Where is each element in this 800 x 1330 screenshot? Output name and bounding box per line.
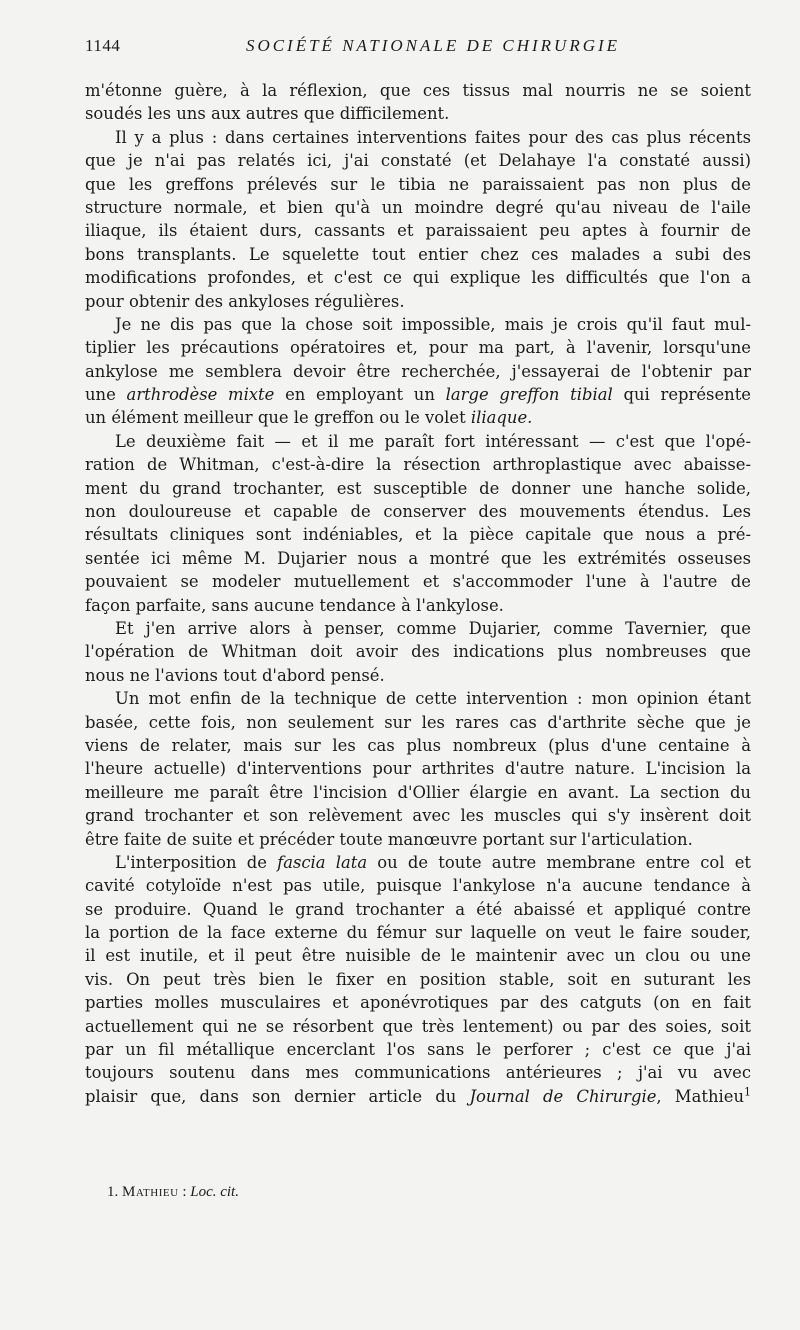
running-title: SOCIÉTÉ NATIONALE DE CHIRURGIE xyxy=(245,36,621,55)
page-number: 1144 xyxy=(85,36,121,55)
text-line: l'heure actuelle) d'interventions pour arthrites d'autre nature. L'incision la xyxy=(85,759,751,779)
text-span: un élément meilleur que le greffon ou le volet xyxy=(85,408,471,428)
text-line: ration de Whitman, c'est-à-dire la résection arthroplastique avec abaisse- xyxy=(85,455,751,475)
text-line: actuellement qui ne se résorbent que très lentement) ou par des soies, soit xyxy=(85,1016,751,1036)
text-line: Il y a plus : dans certaines interventions faites pour des cas plus récents xyxy=(115,127,751,147)
text-span: plaisir que, dans son dernier article du xyxy=(85,1086,470,1106)
text-line: iliaque, ils étaient durs, cassants et paraissaient peu aptes à fournir de xyxy=(85,221,751,241)
text-line: parties molles musculaires et aponévrotiques par des catguts (on en fait xyxy=(85,993,751,1013)
text-line: nous ne l'avions tout d'abord pensé. xyxy=(85,665,385,685)
text-line: viens de relater, mais sur les cas plus nombreux (plus d'une centaine à xyxy=(85,735,751,755)
text-line xyxy=(85,406,751,429)
text-line: structure normale, et bien qu'à un moindre degré qu'au niveau de l'aile xyxy=(85,197,751,217)
text-line: cavité cotyloïde n'est pas utile, puisque l'ankylose n'a aucune tendance à xyxy=(85,876,751,896)
text-line: sentée ici même M. Dujarier nous a montré que les extrémités osseuses xyxy=(85,548,751,568)
page-header xyxy=(85,36,751,60)
footnote-reference: Loc. cit. xyxy=(190,1184,239,1200)
footnote-author: Mathieu xyxy=(122,1184,179,1200)
text-line: m'étonne guère, à la réflexion, que ces tissus mal nourris ne se soient xyxy=(85,81,751,100)
text-span: , Mathieu xyxy=(656,1086,745,1106)
text-line: bons transplants. Le squelette tout entier chez ces malades a subi des xyxy=(85,244,751,264)
text-span: en employant un xyxy=(274,385,446,405)
text-line: que les greffons prélevés sur le tibia ne paraissaient pas non plus de xyxy=(85,174,751,194)
text-span: ou de toute autre membrane entre col et xyxy=(367,852,751,872)
text-line: meilleure me paraît être l'incision d'Ollier élargie en avant. La section du xyxy=(85,782,751,802)
text-line: basée, cette fois, non seulement sur les rares cas d'arthrite sèche que je xyxy=(85,712,751,732)
text-line: résultats cliniques sont indéniables, et la pièce capitale que nous a pré- xyxy=(85,525,751,545)
text-line xyxy=(85,383,751,406)
footnote xyxy=(107,1184,239,1201)
text-line xyxy=(85,851,751,874)
text-line: se produire. Quand le grand trochanter a été abaissé et appliqué contre xyxy=(85,899,751,919)
italic-term: iliaque. xyxy=(470,408,533,428)
text-line: l'opération de Whitman doit avoir des indications plus nombreuses que xyxy=(85,642,751,662)
text-span: qui représente xyxy=(612,385,751,405)
footnote-marker: 1 xyxy=(744,1085,752,1099)
footnote-separator: : xyxy=(182,1184,187,1200)
text-line: que je n'ai pas relatés ici, j'ai constaté (et Delahaye l'a constaté aussi) xyxy=(85,151,751,171)
text-line: il est inutile, et il peut être nuisible de le maintenir avec un clou ou une xyxy=(85,946,751,966)
text-line: tiplier les précautions opératoires et, pour ma part, à l'avenir, lorsqu'une xyxy=(85,338,751,358)
text-line: être faite de suite et précéder toute manœuvre portant sur l'articulation. xyxy=(85,829,693,849)
text-span: L'interposition de xyxy=(115,852,278,872)
text-line: façon parfaite, sans aucune tendance à l'ankylose. xyxy=(85,595,504,615)
text-line: toujours soutenu dans mes communications antérieures ; j'ai vu avec xyxy=(85,1063,751,1083)
text-line: soudés les uns aux autres que difficilement. xyxy=(85,104,450,124)
text-line: pour obtenir des ankyloses régulières. xyxy=(85,291,405,311)
text-line: ment du grand trochanter, est susceptible de donner une hanche solide, xyxy=(85,478,751,498)
italic-term: arthrodèse mixte xyxy=(126,385,275,405)
text-line: Je ne dis pas que la chose soit impossible, mais je crois qu'il faut mul- xyxy=(115,314,751,334)
body-text xyxy=(85,79,751,1108)
text-line: Le deuxième fait — et il me paraît fort intéressant — c'est que l'opé- xyxy=(115,431,751,451)
text-line: par un fil métallique encerclant l'os sans le perforer ; c'est ce que j'ai xyxy=(85,1040,751,1060)
text-line: Un mot enfin de la technique de cette intervention : mon opinion étant xyxy=(115,689,751,709)
text-line: pouvaient se modeler mutuellement et s'accommoder l'une à l'autre de xyxy=(85,572,751,592)
text-line: ankylose me semblera devoir être recherchée, j'essayerai de l'obtenir par xyxy=(85,361,751,381)
italic-term: fascia lata xyxy=(277,852,368,872)
text-line: la portion de la face externe du fémur sur laquelle on veut le faire souder, xyxy=(85,923,751,943)
text-line: grand trochanter et son relèvement avec les muscles qui s'y insèrent doit xyxy=(85,806,751,826)
text-line: modifications profondes, et c'est ce qui explique les difficultés que l'on a xyxy=(85,268,751,288)
text-line xyxy=(85,1085,751,1108)
text-line: vis. On peut très bien le fixer en position stable, soit en suturant les xyxy=(85,969,751,989)
footnote-number: 1. xyxy=(107,1184,119,1200)
text-line: Et j'en arrive alors à penser, comme Dujarier, comme Tavernier, que xyxy=(115,618,751,638)
italic-term: large greffon tibial xyxy=(445,385,613,405)
text-span: une xyxy=(85,385,127,405)
text-line: non douloureuse et capable de conserver des mouvements étendus. Les xyxy=(85,502,751,522)
italic-term: Journal de Chirurgie xyxy=(469,1086,657,1106)
